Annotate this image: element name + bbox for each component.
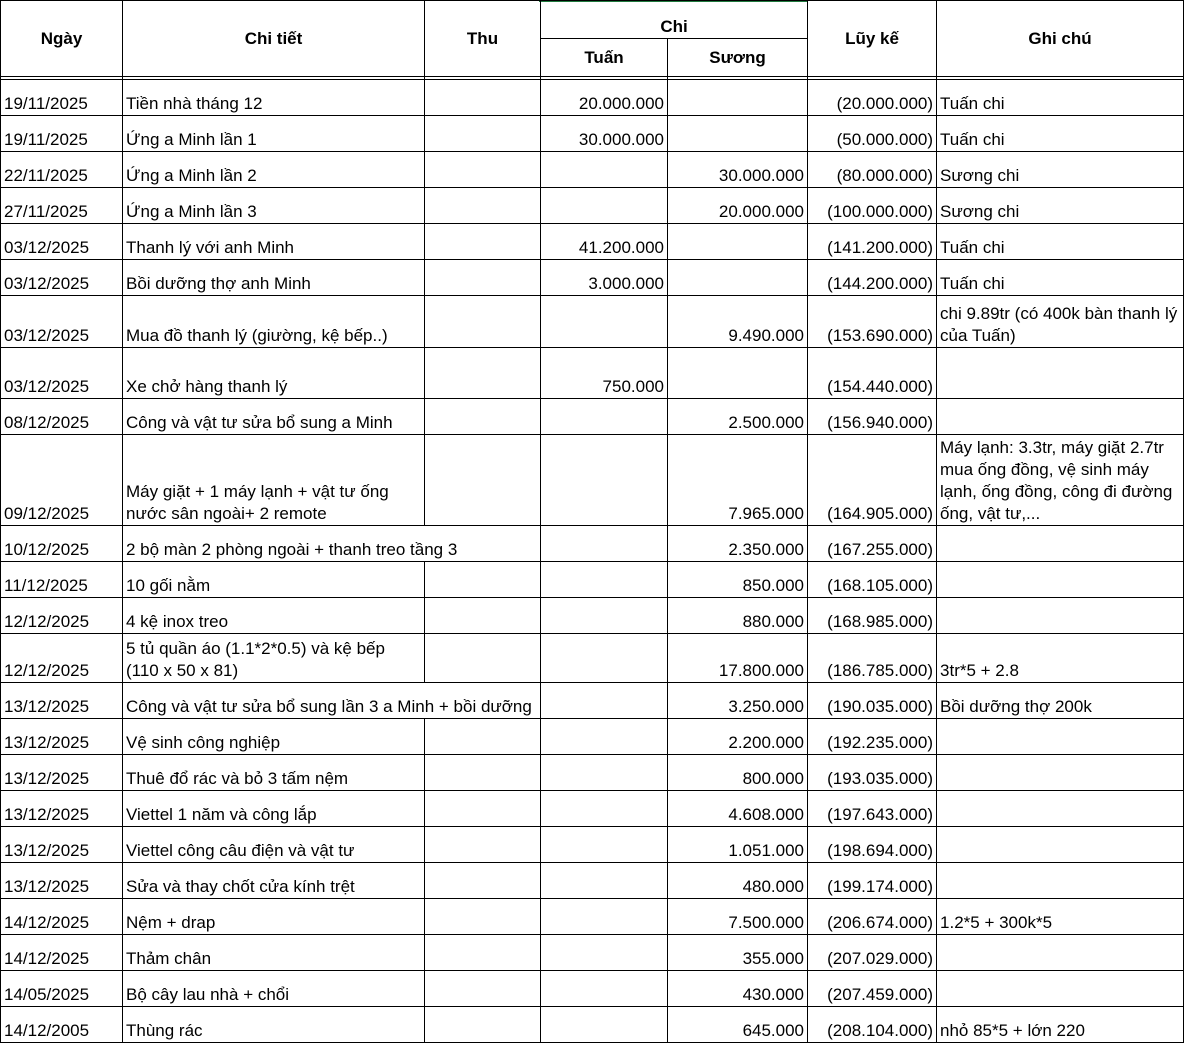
table-row xyxy=(1,899,1184,935)
cell-income[interactable] xyxy=(425,827,541,863)
cell-cumulative[interactable]: (198.694.000) xyxy=(808,827,937,863)
cell-cumulative[interactable]: (208.104.000) xyxy=(808,1007,937,1043)
cell-cumulative[interactable]: (207.029.000) xyxy=(808,935,937,971)
cell-cumulative[interactable]: (153.690.000) xyxy=(808,296,937,348)
table-row xyxy=(1,348,1184,399)
table-row xyxy=(1,971,1184,1007)
cell-note[interactable]: Tuấn chi xyxy=(937,80,1184,116)
cell-expense-suong[interactable]: 430.000 xyxy=(668,971,808,1007)
table-row xyxy=(1,791,1184,827)
cell-expense-suong[interactable] xyxy=(668,224,808,260)
cell-expense-tuan[interactable] xyxy=(541,791,668,827)
cell-income[interactable] xyxy=(425,719,541,755)
header-note[interactable]: Ghi chú xyxy=(937,1,1184,77)
cell-date[interactable]: 10/12/2025 xyxy=(1,526,123,562)
header-expense-tuan[interactable]: Tuấn xyxy=(541,39,668,77)
cell-expense-tuan[interactable] xyxy=(541,296,668,348)
cell-expense-tuan[interactable] xyxy=(541,863,668,899)
cell-note[interactable] xyxy=(937,863,1184,899)
header-date[interactable]: Ngày xyxy=(1,1,123,77)
cell-date[interactable]: 12/12/2025 xyxy=(1,598,123,634)
cell-detail[interactable]: 4 kệ inox treo xyxy=(123,598,425,634)
table-row xyxy=(1,260,1184,296)
cell-expense-tuan[interactable] xyxy=(541,526,668,562)
cell-expense-suong[interactable]: 9.490.000 xyxy=(668,296,808,348)
cell-cumulative[interactable]: (50.000.000) xyxy=(808,116,937,152)
cell-note[interactable]: Tuấn chi xyxy=(937,224,1184,260)
cell-cumulative[interactable]: (80.000.000) xyxy=(808,152,937,188)
cell-detail[interactable]: Tiền nhà tháng 12 xyxy=(123,80,425,116)
cell-expense-suong[interactable]: 3.250.000 xyxy=(668,683,808,719)
cell-note[interactable] xyxy=(937,562,1184,598)
cell-date[interactable]: 03/12/2025 xyxy=(1,348,123,399)
cell-cumulative[interactable]: (199.174.000) xyxy=(808,863,937,899)
cell-note[interactable] xyxy=(937,526,1184,562)
header-row xyxy=(1,1,1184,39)
cell-cumulative[interactable]: (141.200.000) xyxy=(808,224,937,260)
cell-date[interactable]: 09/12/2025 xyxy=(1,435,123,526)
cell-expense-tuan[interactable]: 20.000.000 xyxy=(541,80,668,116)
cell-detail[interactable]: 10 gối nằm xyxy=(123,562,425,598)
cell-expense-tuan[interactable] xyxy=(541,1007,668,1043)
cell-date[interactable]: 19/11/2025 xyxy=(1,80,123,116)
cell-detail[interactable]: Viettel 1 năm và công lắp xyxy=(123,791,425,827)
cell-cumulative[interactable]: (154.440.000) xyxy=(808,348,937,399)
cell-income[interactable] xyxy=(425,935,541,971)
table-row xyxy=(1,435,1184,526)
cell-note[interactable]: Tuấn chi xyxy=(937,116,1184,152)
cell-expense-suong[interactable]: 1.051.000 xyxy=(668,827,808,863)
cell-income[interactable] xyxy=(425,562,541,598)
cell-income[interactable] xyxy=(425,260,541,296)
cell-expense-suong[interactable]: 480.000 xyxy=(668,863,808,899)
cell-detail[interactable]: Bồi dưỡng thợ anh Minh xyxy=(123,260,425,296)
cell-detail[interactable]: Mua đồ thanh lý (giường, kệ bếp..) xyxy=(123,296,425,348)
cell-detail[interactable]: Ứng a Minh lần 3 xyxy=(123,188,425,224)
table-row xyxy=(1,1007,1184,1043)
cell-date[interactable]: 03/12/2025 xyxy=(1,224,123,260)
cell-income[interactable] xyxy=(425,791,541,827)
cell-note[interactable] xyxy=(937,755,1184,791)
header-detail[interactable]: Chi tiết xyxy=(123,1,425,77)
cell-cumulative[interactable]: (192.235.000) xyxy=(808,719,937,755)
cell-expense-suong[interactable]: 17.800.000 xyxy=(668,634,808,683)
cell-detail[interactable]: Thuê đổ rác và bỏ 3 tấm nệm xyxy=(123,755,425,791)
cell-date[interactable]: 14/12/2025 xyxy=(1,935,123,971)
table-row xyxy=(1,296,1184,348)
cell-cumulative[interactable]: (168.105.000) xyxy=(808,562,937,598)
cell-expense-tuan[interactable] xyxy=(541,399,668,435)
cell-cumulative[interactable]: (207.459.000) xyxy=(808,971,937,1007)
cell-expense-suong[interactable] xyxy=(668,348,808,399)
cell-detail[interactable]: Máy giặt + 1 máy lạnh + vật tư ống nước sân ngoài+ 2 remote xyxy=(123,435,425,526)
header-expense-suong[interactable]: Sương xyxy=(668,39,808,77)
cell-expense-suong[interactable]: 880.000 xyxy=(668,598,808,634)
cell-expense-suong[interactable]: 800.000 xyxy=(668,755,808,791)
cell-detail[interactable]: Công và vật tư sửa bổ sung a Minh xyxy=(123,399,425,435)
cell-note[interactable]: Sương chi xyxy=(937,152,1184,188)
cell-note[interactable]: nhỏ 85*5 + lớn 220 xyxy=(937,1007,1184,1043)
cell-date[interactable]: 13/12/2025 xyxy=(1,683,123,719)
cell-expense-suong[interactable] xyxy=(668,116,808,152)
cell-date[interactable]: 13/12/2025 xyxy=(1,719,123,755)
table-row xyxy=(1,80,1184,116)
cell-cumulative[interactable]: (20.000.000) xyxy=(808,80,937,116)
table-row xyxy=(1,755,1184,791)
cell-expense-suong[interactable]: 355.000 xyxy=(668,935,808,971)
cell-detail[interactable]: Thùng rác xyxy=(123,1007,425,1043)
cell-date[interactable]: 19/11/2025 xyxy=(1,116,123,152)
table-row xyxy=(1,526,1184,562)
cell-expense-tuan[interactable] xyxy=(541,935,668,971)
cell-cumulative[interactable]: (197.643.000) xyxy=(808,791,937,827)
cell-detail[interactable]: Viettel công câu điện và vật tư xyxy=(123,827,425,863)
cell-detail[interactable]: Xe chở hàng thanh lý xyxy=(123,348,425,399)
table-body xyxy=(1,77,1184,1043)
cell-note[interactable] xyxy=(937,719,1184,755)
cell-note[interactable]: 1.2*5 + 300k*5 xyxy=(937,899,1184,935)
cell-income[interactable] xyxy=(425,188,541,224)
cell-date[interactable]: 22/11/2025 xyxy=(1,152,123,188)
cell-expense-suong[interactable]: 645.000 xyxy=(668,1007,808,1043)
cell-note[interactable] xyxy=(937,935,1184,971)
cell-detail[interactable]: Thanh lý với anh Minh xyxy=(123,224,425,260)
cell-date[interactable]: 14/12/2025 xyxy=(1,899,123,935)
cell-expense-suong[interactable]: 30.000.000 xyxy=(668,152,808,188)
cell-income[interactable] xyxy=(425,863,541,899)
cell-cumulative[interactable]: (100.000.000) xyxy=(808,188,937,224)
cell-detail[interactable]: Vệ sinh công nghiệp xyxy=(123,719,425,755)
cell-expense-suong[interactable]: 4.608.000 xyxy=(668,791,808,827)
cell-income[interactable] xyxy=(425,224,541,260)
cell-expense-suong[interactable]: 7.500.000 xyxy=(668,899,808,935)
cell-date[interactable]: 14/12/2005 xyxy=(1,1007,123,1043)
cell-income[interactable] xyxy=(425,1007,541,1043)
cell-date[interactable]: 13/12/2025 xyxy=(1,827,123,863)
cell-income[interactable] xyxy=(425,971,541,1007)
cell-income[interactable] xyxy=(425,755,541,791)
table-row xyxy=(1,188,1184,224)
cell-date[interactable]: 14/05/2025 xyxy=(1,971,123,1007)
cell-detail[interactable]: Nệm + drap xyxy=(123,899,425,935)
header-expense[interactable]: Chi xyxy=(541,1,808,39)
cell-date[interactable]: 03/12/2025 xyxy=(1,260,123,296)
cell-date[interactable]: 08/12/2025 xyxy=(1,399,123,435)
cell-income[interactable] xyxy=(425,435,541,526)
table-row xyxy=(1,116,1184,152)
table-row xyxy=(1,683,1184,719)
cell-expense-tuan[interactable]: 41.200.000 xyxy=(541,224,668,260)
cell-expense-suong[interactable]: 20.000.000 xyxy=(668,188,808,224)
cell-note[interactable]: Sương chi xyxy=(937,188,1184,224)
cell-income[interactable] xyxy=(425,348,541,399)
cell-note[interactable] xyxy=(937,791,1184,827)
cell-income[interactable] xyxy=(425,296,541,348)
cell-income[interactable] xyxy=(425,80,541,116)
cell-date[interactable]: 13/12/2025 xyxy=(1,791,123,827)
table-row xyxy=(1,399,1184,435)
cell-detail[interactable]: Sửa và thay chốt cửa kính trệt xyxy=(123,863,425,899)
cell-expense-tuan[interactable] xyxy=(541,683,668,719)
cell-detail[interactable]: Bộ cây lau nhà + chổi xyxy=(123,971,425,1007)
cell-expense-tuan[interactable] xyxy=(541,152,668,188)
cell-note[interactable] xyxy=(937,971,1184,1007)
header-cumulative[interactable]: Lũy kế xyxy=(808,1,937,77)
cell-expense-tuan[interactable] xyxy=(541,899,668,935)
cell-expense-tuan[interactable] xyxy=(541,435,668,526)
cell-income[interactable] xyxy=(425,399,541,435)
cell-detail[interactable]: Công và vật tư sửa bổ sung lần 3 a Minh + bồi dưỡng xyxy=(123,683,425,719)
cell-expense-suong[interactable] xyxy=(668,260,808,296)
cell-expense-tuan[interactable]: 30.000.000 xyxy=(541,116,668,152)
cell-expense-tuan[interactable] xyxy=(541,719,668,755)
cell-expense-tuan[interactable] xyxy=(541,598,668,634)
cell-note[interactable]: Tuấn chi xyxy=(937,260,1184,296)
cell-expense-suong[interactable]: 850.000 xyxy=(668,562,808,598)
cell-cumulative[interactable]: (190.035.000) xyxy=(808,683,937,719)
cell-expense-tuan[interactable] xyxy=(541,755,668,791)
cell-expense-suong[interactable]: 7.965.000 xyxy=(668,435,808,526)
cell-cumulative[interactable]: (144.200.000) xyxy=(808,260,937,296)
table-row xyxy=(1,719,1184,755)
table-row xyxy=(1,935,1184,971)
cell-income[interactable] xyxy=(425,634,541,683)
cell-note[interactable] xyxy=(937,598,1184,634)
cell-detail[interactable]: 5 tủ quần áo (1.1*2*0.5) và kệ bếp (110 x 50 x 81) xyxy=(123,634,425,683)
cell-note[interactable] xyxy=(937,399,1184,435)
cell-income[interactable] xyxy=(425,899,541,935)
cell-detail[interactable]: Ứng a Minh lần 1 xyxy=(123,116,425,152)
cell-date[interactable]: 13/12/2025 xyxy=(1,755,123,791)
cell-date[interactable]: 27/11/2025 xyxy=(1,188,123,224)
cell-expense-tuan[interactable] xyxy=(541,971,668,1007)
table-row xyxy=(1,562,1184,598)
table-row xyxy=(1,863,1184,899)
cell-cumulative[interactable]: (206.674.000) xyxy=(808,899,937,935)
cell-expense-tuan[interactable] xyxy=(541,634,668,683)
cell-cumulative[interactable]: (164.905.000) xyxy=(808,435,937,526)
cell-expense-tuan[interactable] xyxy=(541,562,668,598)
table-row xyxy=(1,634,1184,683)
cell-expense-suong[interactable] xyxy=(668,80,808,116)
cell-cumulative[interactable]: (186.785.000) xyxy=(808,634,937,683)
cell-note[interactable] xyxy=(937,348,1184,399)
cell-date[interactable]: 11/12/2025 xyxy=(1,562,123,598)
cell-note[interactable] xyxy=(937,827,1184,863)
cell-note[interactable]: chi 9.89tr (có 400k bàn thanh lý của Tuấn) xyxy=(937,296,1184,348)
cell-expense-tuan[interactable] xyxy=(541,188,668,224)
table-row xyxy=(1,152,1184,188)
cell-cumulative[interactable]: (167.255.000) xyxy=(808,526,937,562)
cell-note[interactable]: Máy lạnh: 3.3tr, máy giặt 2.7tr mua ống đồng, vệ sinh máy lạnh, ống đồng, công đi đường ống, vật tư,... xyxy=(937,435,1184,526)
table-row xyxy=(1,598,1184,634)
cell-expense-tuan[interactable] xyxy=(541,827,668,863)
table-row xyxy=(1,827,1184,863)
cell-expense-tuan[interactable]: 3.000.000 xyxy=(541,260,668,296)
cell-note[interactable]: Bồi dưỡng thợ 200k xyxy=(937,683,1184,719)
cell-income[interactable] xyxy=(425,152,541,188)
cell-expense-suong[interactable]: 2.500.000 xyxy=(668,399,808,435)
cell-income[interactable] xyxy=(425,116,541,152)
cell-cumulative[interactable]: (193.035.000) xyxy=(808,755,937,791)
cell-detail[interactable]: Thảm chân xyxy=(123,935,425,971)
cell-detail[interactable]: Ứng a Minh lần 2 xyxy=(123,152,425,188)
cell-income[interactable] xyxy=(425,598,541,634)
table-row xyxy=(1,224,1184,260)
cell-date[interactable]: 03/12/2025 xyxy=(1,296,123,348)
cell-detail[interactable]: 2 bộ màn 2 phòng ngoài + thanh treo tầng 3 xyxy=(123,526,425,562)
cell-cumulative[interactable]: (168.985.000) xyxy=(808,598,937,634)
cell-date[interactable]: 12/12/2025 xyxy=(1,634,123,683)
cell-expense-tuan[interactable]: 750.000 xyxy=(541,348,668,399)
cell-date[interactable]: 13/12/2025 xyxy=(1,863,123,899)
cell-note[interactable]: 3tr*5 + 2.8 xyxy=(937,634,1184,683)
cell-expense-suong[interactable]: 2.350.000 xyxy=(668,526,808,562)
cell-cumulative[interactable]: (156.940.000) xyxy=(808,399,937,435)
cell-expense-suong[interactable]: 2.200.000 xyxy=(668,719,808,755)
header-income[interactable]: Thu xyxy=(425,1,541,77)
